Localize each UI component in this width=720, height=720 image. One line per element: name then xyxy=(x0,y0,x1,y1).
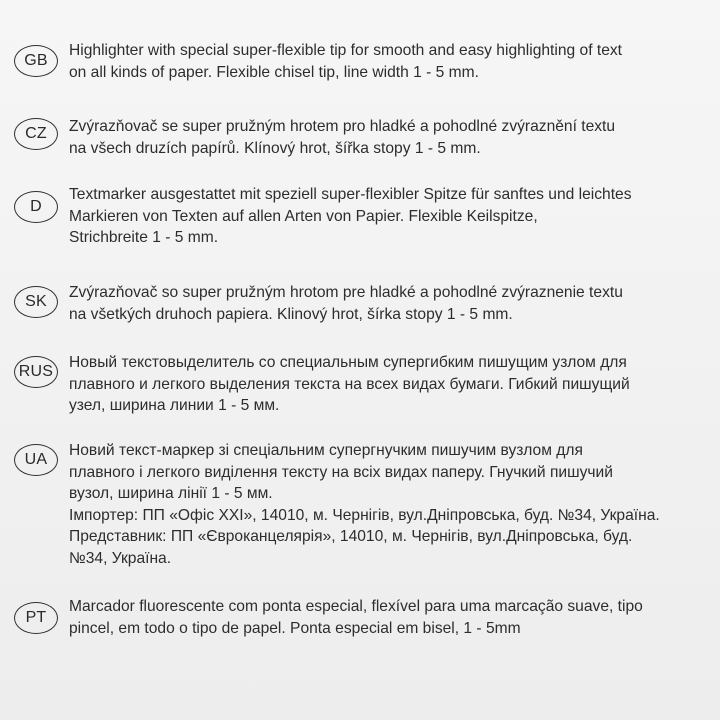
language-badge-d: D xyxy=(14,191,58,223)
text-line: Marcador fluorescente com ponta especial, flexível para uma marcação suave, tipo xyxy=(69,598,643,615)
text-line: Textmarker ausgestattet mit speziell super-flexibler Spitze für sanftes und leichtes xyxy=(69,186,632,203)
language-badge-pt: PT xyxy=(14,602,58,634)
text-line: Zvýrazňovač so super pružným hrotom pre hladké a pohodlné zvýraznenie textu xyxy=(69,284,623,301)
text-line: вузол, ширина лінії 1 - 5 мм. xyxy=(69,485,273,502)
entry-pt-text xyxy=(69,596,705,639)
language-badge-rus: RUS xyxy=(14,356,58,388)
text-line: №34, Україна. xyxy=(69,549,172,567)
text-line: na všetkých druhoch papiera. Klinový hrot, šírka stopy 1 - 5 mm. xyxy=(69,305,513,323)
entry-ua-text xyxy=(69,440,705,569)
text-line: pincel, em todo o tipo de papel. Ponta especial em bisel, 1 - 5mm xyxy=(69,619,521,637)
language-badge-cz: CZ xyxy=(14,118,58,150)
entry-d-text xyxy=(69,184,705,249)
text-line: Новий текст-маркер зі спеціальним супергнучким пишучим вузлом для xyxy=(69,442,583,459)
entry-cz-text xyxy=(69,116,705,159)
text-line: плавного и легкого выделения текста на всех видах бумаги. Гибкий пишущий xyxy=(69,375,630,393)
language-badge-gb: GB xyxy=(14,45,58,77)
text-line: Highlighter with special super-flexible tip for smooth and easy highlighting of text xyxy=(69,42,623,59)
text-line: Strichbreite 1 - 5 mm. xyxy=(69,229,219,246)
text-line: Імпортер: ПП «Офіс XXI», 14010, м. Чернігів, вул.Дніпровська, буд. №34, Україна. xyxy=(69,506,660,524)
text-line: Markieren von Texten auf allen Arten von Papier. Flexible Keilspitze, xyxy=(69,207,538,225)
text-line: Zvýrazňovač se super pružným hrotem pro hladké a pohodlné zvýraznění textu xyxy=(69,118,616,135)
text-line: узел, ширина линии 1 - 5 мм. xyxy=(69,397,280,414)
language-badge-sk: SK xyxy=(14,286,58,318)
entry-gb-text xyxy=(69,40,705,83)
text-line: Новый текстовыделитель со специальным супергибким пишущим узлом для xyxy=(69,354,627,371)
text-line: on all kinds of paper. Flexible chisel tip, line width 1 - 5 mm. xyxy=(69,63,479,81)
language-badge-ua: UA xyxy=(14,444,58,476)
text-line: na všech druzích papírů. Klínový hrot, šířka stopy 1 - 5 mm. xyxy=(69,139,481,157)
entry-rus-text xyxy=(69,352,705,417)
text-line: Представник: ПП «Євроканцелярія», 14010, м. Чернігів, вул.Дніпровська, буд. xyxy=(69,528,633,545)
entry-sk-text xyxy=(69,282,705,325)
text-line: плавного і легкого виділення тексту на всіх видах паперу. Гнучкий пишучий xyxy=(69,463,613,481)
